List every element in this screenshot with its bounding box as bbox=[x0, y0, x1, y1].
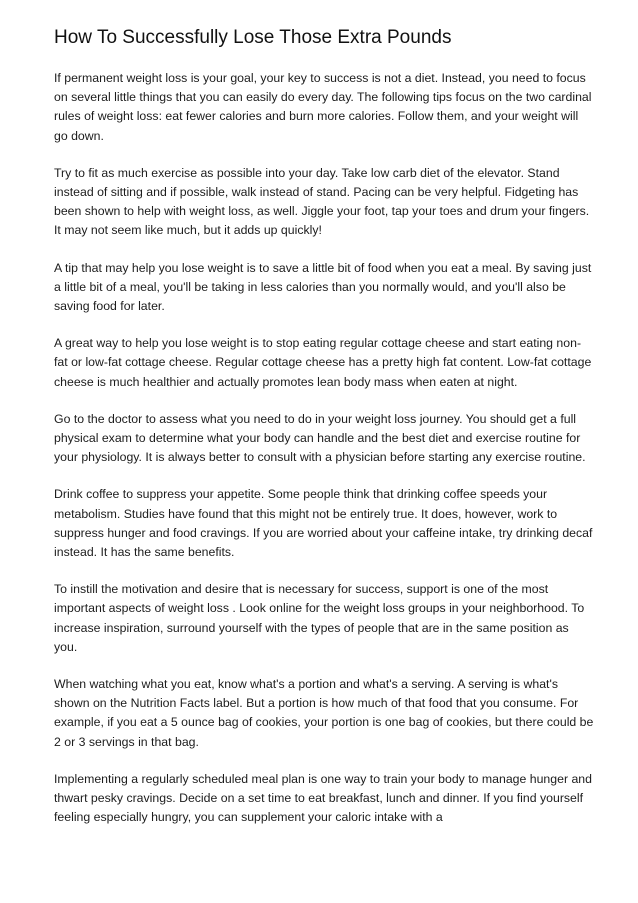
paragraph-8: When watching what you eat, know what's a portion and what's a serving. A serving is what's shown on the Nutrition Facts label. But a portion is how much of that food that you consume. For example, if you eat a 5 ounce bag of cookies, your portion is one bag of cookies, but there could be 2 or 3 servings in that bag. bbox=[54, 677, 594, 749]
paragraph-1: If permanent weight loss is your goal, your key to success is not a diet. Instead, you need to focus on several little things that you can easily do every day. The following tips focus on the two cardinal rules of weight loss: eat fewer calories and burn more calories. Follow them, and your weight will go down. bbox=[54, 71, 592, 143]
page-title: How To Successfully Lose Those Extra Pounds bbox=[54, 27, 452, 48]
paragraph-2: Try to fit as much exercise as possible into your day. Take low carb diet of the elevator. Stand instead of sitting and if possible, walk instead of stand. Pacing can be very helpful. Fidgeting has been shown to help with weight loss, as well. Jiggle your foot, tap your toes and drum your fingers. It may not seem like much, but it adds up quickly! bbox=[54, 165, 590, 238]
paragraph-9: Implementing a regularly scheduled meal plan is one way to train your body to manage hunger and thwart pesky cravings. Decide on a set time to eat breakfast, lunch and dinner. If you find yourself feeling especially hungry, you can supplement your caloric intake with a bbox=[54, 771, 592, 825]
paragraph-5: Go to the doctor to assess what you need to do in your weight loss journey. You should get a full physical exam to determine what your body can handle and the best diet and exercise routine for your physiology. It is always better to consult with a physician before starting any exercise routine. bbox=[54, 411, 586, 465]
document-page bbox=[54, 24, 594, 828]
paragraph-7: To instill the motivation and desire that is necessary for success, support is one of the most important aspects of weight loss . Look online for the weight loss groups in your neighborhood. To increase inspiration, surround yourself with the types of people that are in the same position as you. bbox=[54, 582, 585, 654]
paragraph-4: A great way to help you lose weight is to stop eating regular cottage cheese and start eating non-fat or low-fat cottage cheese. Regular cottage cheese has a pretty high fat content. Low-fat cottage cheese is much healthier and actually promotes lean body mass when eaten at night. bbox=[54, 336, 592, 389]
paragraph-3: A tip that may help you lose weight is to save a little bit of food when you eat a meal. By saving just a little bit of a meal, you'll be taking in less calories than you normally would, and you'll also be saving food for later. bbox=[54, 260, 592, 314]
paragraph-6: Drink coffee to suppress your appetite. Some people think that drinking coffee speeds your metabolism. Studies have found that this might not be entirely true. It does, however, work to suppress hunger and food cravings. If you are worried about your caffeine intake, try drinking decaf instead. It has the same benefits. bbox=[54, 487, 593, 560]
